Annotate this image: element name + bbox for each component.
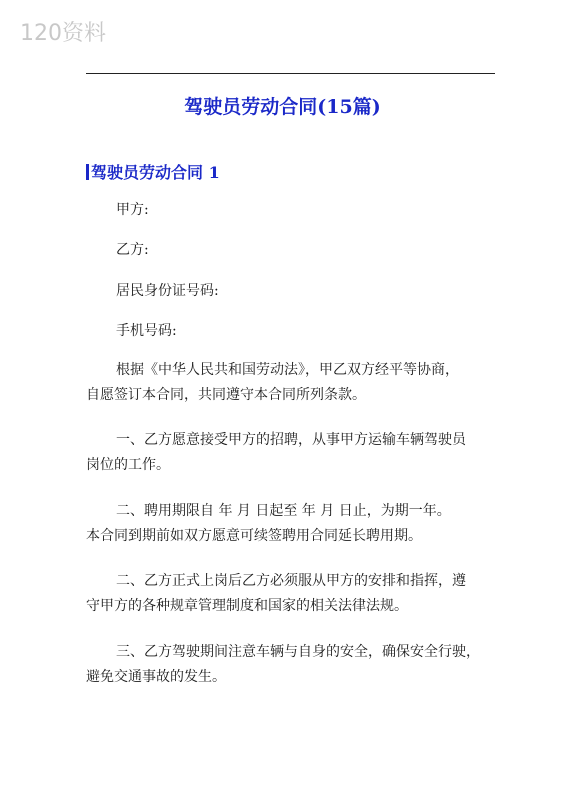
paragraph-line: 守甲方的各种规章管理制度和国家的相关法律法规。	[86, 598, 408, 614]
paragraph-line: 本合同到期前如双方愿意可续签聘用合同延长聘用期。	[86, 528, 422, 544]
field-phone: 手机号码:	[116, 323, 177, 339]
paragraph-4	[86, 569, 498, 619]
document-title: 驾驶员劳动合同(15篇)	[184, 96, 381, 118]
heading-marker	[86, 164, 89, 180]
paragraph-1	[86, 358, 498, 408]
section-heading	[86, 160, 220, 183]
field-party-b: 乙方:	[116, 242, 149, 258]
paragraph-line: 三、乙方驾驶期间注意车辆与自身的安全，确保安全行驶，	[116, 644, 480, 660]
paragraph-line: 避免交通事故的发生。	[86, 669, 226, 685]
section-heading-text: 驾驶员劳动合同 1	[91, 163, 220, 182]
paragraph-line: 自愿签订本合同，共同遵守本合同所列条款。	[86, 387, 366, 403]
watermark: 120资料	[20, 21, 106, 46]
top-divider	[86, 73, 495, 74]
paragraph-line: 二、乙方正式上岗后乙方必须服从甲方的安排和指挥，遵	[116, 573, 466, 589]
paragraph-2	[86, 428, 498, 478]
field-party-a: 甲方:	[116, 202, 149, 218]
paragraph-5	[86, 640, 498, 690]
field-id-number: 居民身份证号码:	[116, 283, 219, 299]
paragraph-line: 一、乙方愿意接受甲方的招聘，从事甲方运输车辆驾驶员	[116, 432, 466, 448]
paragraph-line: 岗位的工作。	[86, 457, 170, 473]
paragraph-line: 根据《中华人民共和国劳动法》，甲乙双方经平等协商，	[116, 362, 459, 378]
paragraph-3	[86, 499, 498, 549]
paragraph-line: 二、聘用期限自 年 月 日起至 年 月 日止，为期一年。	[116, 503, 451, 519]
